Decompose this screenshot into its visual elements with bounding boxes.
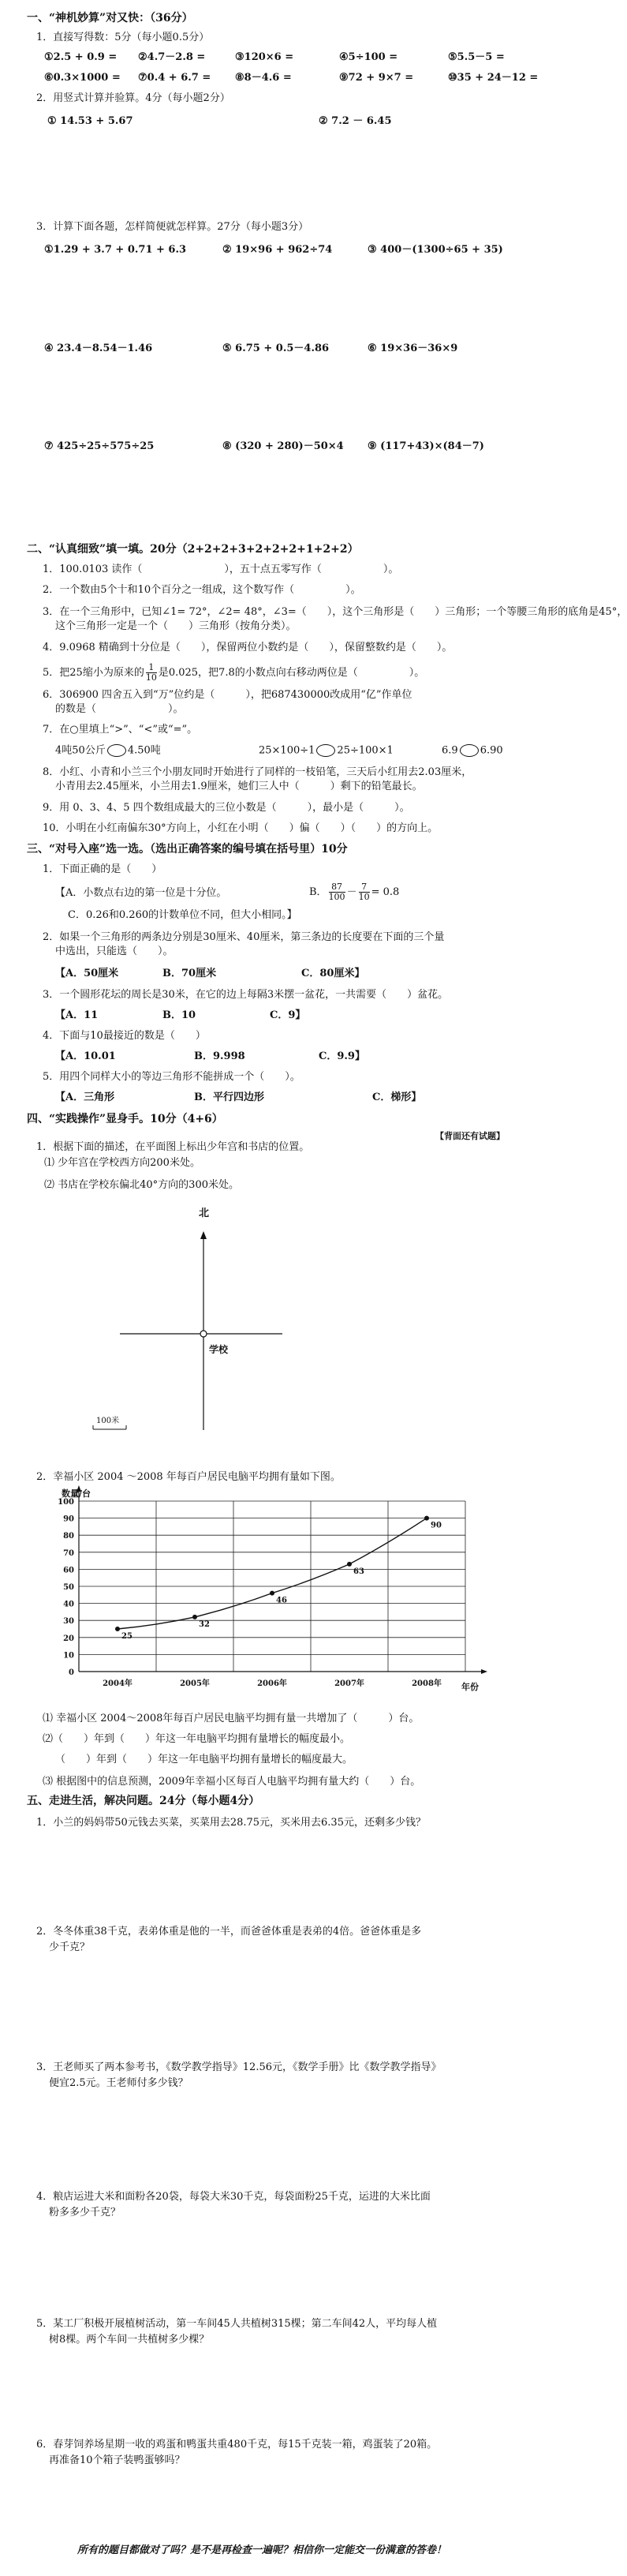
compare-item: 25×100÷1 25÷100×1 xyxy=(259,744,394,757)
scale-label: 100米 xyxy=(96,1417,120,1425)
choice-q2-cont: 中选出，只能选（ ）。 xyxy=(55,945,174,957)
data-label: 25 xyxy=(121,1632,132,1641)
data-point xyxy=(424,1516,429,1521)
fill-q6: 6．306900 四舍五入到“万”位约是（ ），把687430000改成用“亿”作单位 xyxy=(43,689,412,701)
x-tick-label: 2004年 xyxy=(103,1679,132,1688)
compare-item: 6.9 6.90 xyxy=(442,744,503,757)
practice-q2-3: ⑶ 根据图中的信息预测，2009年幸福小区每百人电脑平均拥有量大约（ ）台。 xyxy=(43,1776,421,1788)
x-tick-label: 2006年 xyxy=(257,1679,287,1688)
school-label: 学校 xyxy=(209,1344,229,1355)
word-problem-3-cont: 便宜2.5元。王老师付多少钱？ xyxy=(49,2077,188,2089)
fill-q3-cont: 这个三角形一定是一个（ ）三角形（按角分类）。 xyxy=(55,620,297,632)
choice-q1: 1．下面正确的是（ ） xyxy=(43,863,162,875)
choice-q5: 5．用四个同样大小的等边三角形不能拼成一个（ ）。 xyxy=(43,1071,300,1083)
simplify-item: ② 19×96 + 962÷74 xyxy=(222,244,333,256)
practice-q1: 1．根据下面的描述，在平面图上标出少年宫和书店的位置。 xyxy=(36,1141,310,1153)
word-problem-4-cont: 粉多多少千克？ xyxy=(49,2207,121,2218)
fill-q6-cont: 的数是（ ）。 xyxy=(55,703,184,715)
fill-q10: 10．小明在小红南偏东30°方向上，小红在小明（ ）偏（ ）（ ）的方向上。 xyxy=(43,822,439,834)
x-tick-label: 2007年 xyxy=(334,1679,364,1688)
fill-q3: 3．在一个三角形中，已知∠1= 72°，∠2= 48°，∠3=（ ），这个三角形是（ ）三角形；一个等腰三角形的底角是45°， xyxy=(43,606,627,618)
section3-title: 三、“对号入座”选一选。（选出正确答案的编号填在括号里）10分 xyxy=(27,843,348,856)
practice-q2-2: ⑵（ ）年到（ ）年这一年电脑平均拥有量增长的幅度最小。 xyxy=(43,1733,351,1745)
word-problem-5: 5．某工厂积极开展植树活动，第一车间45人共植树315棵；第二车间42人，平均每人植 xyxy=(36,2318,438,2330)
word-problem-6: 6．春芽饲养场星期一收的鸡蛋和鸭蛋共重480千克，每15千克装一箱，鸡蛋装了20箱。 xyxy=(36,2439,438,2451)
north-arrow-icon xyxy=(200,1231,207,1239)
fill-q9: 9．用 0、3、4、5 四个数组成最大的三位小数是（ ），最小是（ ）。 xyxy=(43,802,410,814)
y-tick-label: 80 xyxy=(63,1532,74,1541)
word-problem-5-cont: 树8棵。两个车间一共植树多少棵？ xyxy=(49,2334,210,2346)
choice-option[interactable]: 【A．10.01 xyxy=(55,1050,116,1062)
y-tick-label: 90 xyxy=(63,1515,74,1524)
data-label: 63 xyxy=(353,1567,364,1576)
mental-item: ②4.7－2.8 = xyxy=(138,51,206,63)
y-tick-label: 70 xyxy=(63,1548,74,1558)
choice-q4: 4．下面与10最接近的数是（ ） xyxy=(43,1030,206,1042)
line-chart xyxy=(0,1484,566,1697)
vertical-calc-item: ① 14.53 + 5.67 xyxy=(47,115,133,127)
choice-option[interactable]: 【A．50厘米 xyxy=(55,968,119,979)
fill-q5: 5．把25缩小为原来的 $\frac{1}{10}$ 是0.025，把7.8的小数点向右移动两位是（ ）。 xyxy=(43,662,425,683)
fraction: $\frac{7}{10}$ xyxy=(358,882,370,902)
data-point xyxy=(270,1591,274,1596)
mental-item: ⑧8－4.6 = xyxy=(235,72,292,84)
mental-item: ⑥0.3×1000 = xyxy=(44,72,121,84)
choice-option[interactable]: B．平行四边形 xyxy=(194,1091,264,1103)
choice-option[interactable]: B．10 xyxy=(162,1009,196,1021)
choice-option[interactable]: C．80厘米】 xyxy=(301,968,365,979)
word-problem-2-cont: 少千克？ xyxy=(49,1941,91,1953)
fill-q4: 4．9.0968 精确到十分位是（ ），保留两位小数约是（ ），保留整数约是（ ）。 xyxy=(43,642,453,653)
choice-q1-a: 【A．小数点右边的第一位是十分位。 xyxy=(55,887,227,899)
x-tick-label: 2008年 xyxy=(412,1679,442,1688)
north-label: 北 xyxy=(199,1208,210,1219)
mental-item: ⑩35 + 24－12 = xyxy=(448,72,539,84)
simplify-item: ①1.29 + 3.7 + 0.71 + 6.3 xyxy=(44,244,187,256)
chart-xlabel: 年份 xyxy=(461,1682,479,1692)
q1-1-title: 1．直接写得数：5分（每小题0.5分） xyxy=(36,32,210,43)
word-problem-2: 2．冬冬体重38千克，表弟体重是他的一半，而爸爸体重是表弟的4倍。爸爸体重是多 xyxy=(36,1926,422,1938)
vertical-calc-item: ② 7.2 － 6.45 xyxy=(319,115,392,127)
word-problem-6-cont: 再准备10个箱子装鸭蛋够吗？ xyxy=(49,2454,185,2466)
practice-q2: 2．幸福小区 2004 ～2008 年每百户居民电脑平均拥有量如下图。 xyxy=(36,1471,341,1483)
simplify-item: ⑨ (117+43)×(84－7) xyxy=(368,440,484,452)
footer-encouragement: 所有的题目都做对了吗？是不是再检查一遍呢？相信你一定能交一份满意的答卷！ xyxy=(77,2544,447,2556)
chart-ylabel: 数量/台 xyxy=(62,1488,91,1499)
choice-option[interactable]: 【A．三角形 xyxy=(55,1091,115,1103)
choice-q1-c: C．0.26和0.260的计数单位不同，但大小相同。】 xyxy=(68,909,297,921)
mental-item: ④5÷100 = xyxy=(339,51,398,63)
mental-item: ⑦0.4 + 6.7 = xyxy=(138,72,211,84)
practice-q1-2: ⑵ 书店在学校东偏北40°方向的300米处。 xyxy=(44,1179,239,1191)
practice-q2-2b: （ ）年到（ ）年这一年电脑平均拥有量增长的幅度最大。 xyxy=(55,1754,353,1765)
practice-q1-1: ⑴ 少年宫在学校西方向200米处。 xyxy=(44,1157,200,1169)
series-line xyxy=(118,1518,427,1629)
fill-q2: 2．一个数由5个十和10个百分之一组成，这个数写作（ ）。 xyxy=(43,584,361,596)
practice-q2-1: ⑴ 幸福小区 2004～2008年每百户居民电脑平均拥有量一共增加了（ ）台。 xyxy=(43,1713,420,1724)
mental-item: ①2.5 + 0.9 = xyxy=(44,51,118,63)
simplify-item: ⑦ 425÷25÷575÷25 xyxy=(44,440,155,452)
choice-option[interactable]: B．70厘米 xyxy=(162,968,217,979)
choice-option[interactable]: 【A．11 xyxy=(55,1009,99,1021)
choice-option[interactable]: B．9.998 xyxy=(194,1050,245,1062)
school-point xyxy=(200,1331,207,1337)
q1-3-title: 3．计算下面各题，怎样简便就怎样算。27分（每小题3分） xyxy=(36,221,309,233)
data-point xyxy=(347,1562,352,1567)
choice-option[interactable]: C．9】 xyxy=(270,1009,306,1021)
fill-q8-cont: 小青用去2.45厘米，小兰用去1.9厘米，她们三人中（ ）剩下的铅笔最长。 xyxy=(55,781,423,792)
back-page-note: 【背面还有试题】 xyxy=(435,1131,505,1141)
choice-q1-b: B． $\frac{87}{100}$ － $\frac{7}{10}$ = 0.8 xyxy=(309,882,400,902)
word-problem-3: 3．王老师买了两本参考书，《数学教学指导》12.56元，《数学手册》比《数学教学指导》 xyxy=(36,2061,442,2073)
y-tick-label: 40 xyxy=(63,1600,74,1609)
y-tick-label: 20 xyxy=(63,1634,74,1643)
simplify-item: ⑥ 19×36－36×9 xyxy=(368,343,458,354)
word-problem-4: 4．粮店运进大米和面粉各20袋，每袋大米30千克，每袋面粉25千克，运进的大米比面 xyxy=(36,2191,431,2203)
y-tick-label: 50 xyxy=(63,1583,74,1592)
y-tick-label: 30 xyxy=(63,1617,74,1627)
y-tick-label: 60 xyxy=(63,1566,74,1575)
data-point xyxy=(115,1627,120,1631)
choice-option[interactable]: C．梯形】 xyxy=(372,1091,422,1103)
x-tick-label: 2005年 xyxy=(180,1679,210,1688)
fill-q1: 1．100.0103 读作（ ），五十点五零写作（ ）。 xyxy=(43,564,399,575)
mental-item: ⑤5.5－5 = xyxy=(448,51,505,63)
simplify-item: ④ 23.4－8.54－1.46 xyxy=(44,343,153,354)
choice-option[interactable]: C．9.9】 xyxy=(319,1050,365,1062)
fill-q8: 8．小红、小青和小兰三个小朋友同时开始进行了同样的一枝铅笔，三天后小红用去2.03厘米， xyxy=(43,766,472,778)
data-point xyxy=(192,1615,197,1619)
simplify-item: ⑤ 6.75 + 0.5－4.86 xyxy=(222,343,330,354)
choice-q3: 3．一个圆形花坛的周长是30米，在它的边上每隔3米摆一盆花，一共需要（ ）盆花。 xyxy=(43,989,449,1001)
x-axis-arrow-icon xyxy=(481,1669,487,1674)
word-problem-1: 1．小兰的妈妈带50元钱去买菜，买菜用去28.75元，买米用去6.35元，还剩多少钱？ xyxy=(36,1817,426,1829)
section2-title: 二、“认真细致”填一填。20分（2+2+2+3+2+2+2+1+2+2） xyxy=(27,543,359,556)
simplify-item: ③ 400－(1300÷65 + 35) xyxy=(368,244,503,256)
mental-item: ⑨72 + 9×7 = xyxy=(339,72,414,84)
section4-title: 四、“实践操作”显身手。10分（4+6） xyxy=(27,1113,223,1125)
data-label: 46 xyxy=(276,1596,287,1605)
mental-item: ③120×6 = xyxy=(235,51,294,63)
y-tick-label: 10 xyxy=(63,1651,74,1661)
section5-title: 五、走进生活，解决问题。24分（每小题4分） xyxy=(27,1795,260,1807)
fill-q7: 7．在○里填上“>”、“<”或“=”。 xyxy=(43,724,198,736)
y-tick-label: 0 xyxy=(69,1668,74,1677)
y-tick-label: 100 xyxy=(58,1498,74,1507)
choice-q2: 2．如果一个三角形的两条边分别是30厘米、40厘米，第三条边的长度要在下面的三个量 xyxy=(43,931,445,943)
q1-2-title: 2．用竖式计算并验算。4分（每小题2分） xyxy=(36,92,230,104)
fraction: $\frac{87}{100}$ xyxy=(328,882,345,902)
compare-item: 4吨50公斤 4.50吨 xyxy=(55,744,161,757)
data-label: 90 xyxy=(431,1521,442,1530)
data-label: 32 xyxy=(199,1619,210,1629)
simplify-item: ⑧ (320 + 280)－50×4 xyxy=(222,440,344,452)
section1-title: 一、“神机妙算”对又快：（36分） xyxy=(27,12,193,24)
fraction: $\frac{1}{10}$ xyxy=(145,662,157,683)
